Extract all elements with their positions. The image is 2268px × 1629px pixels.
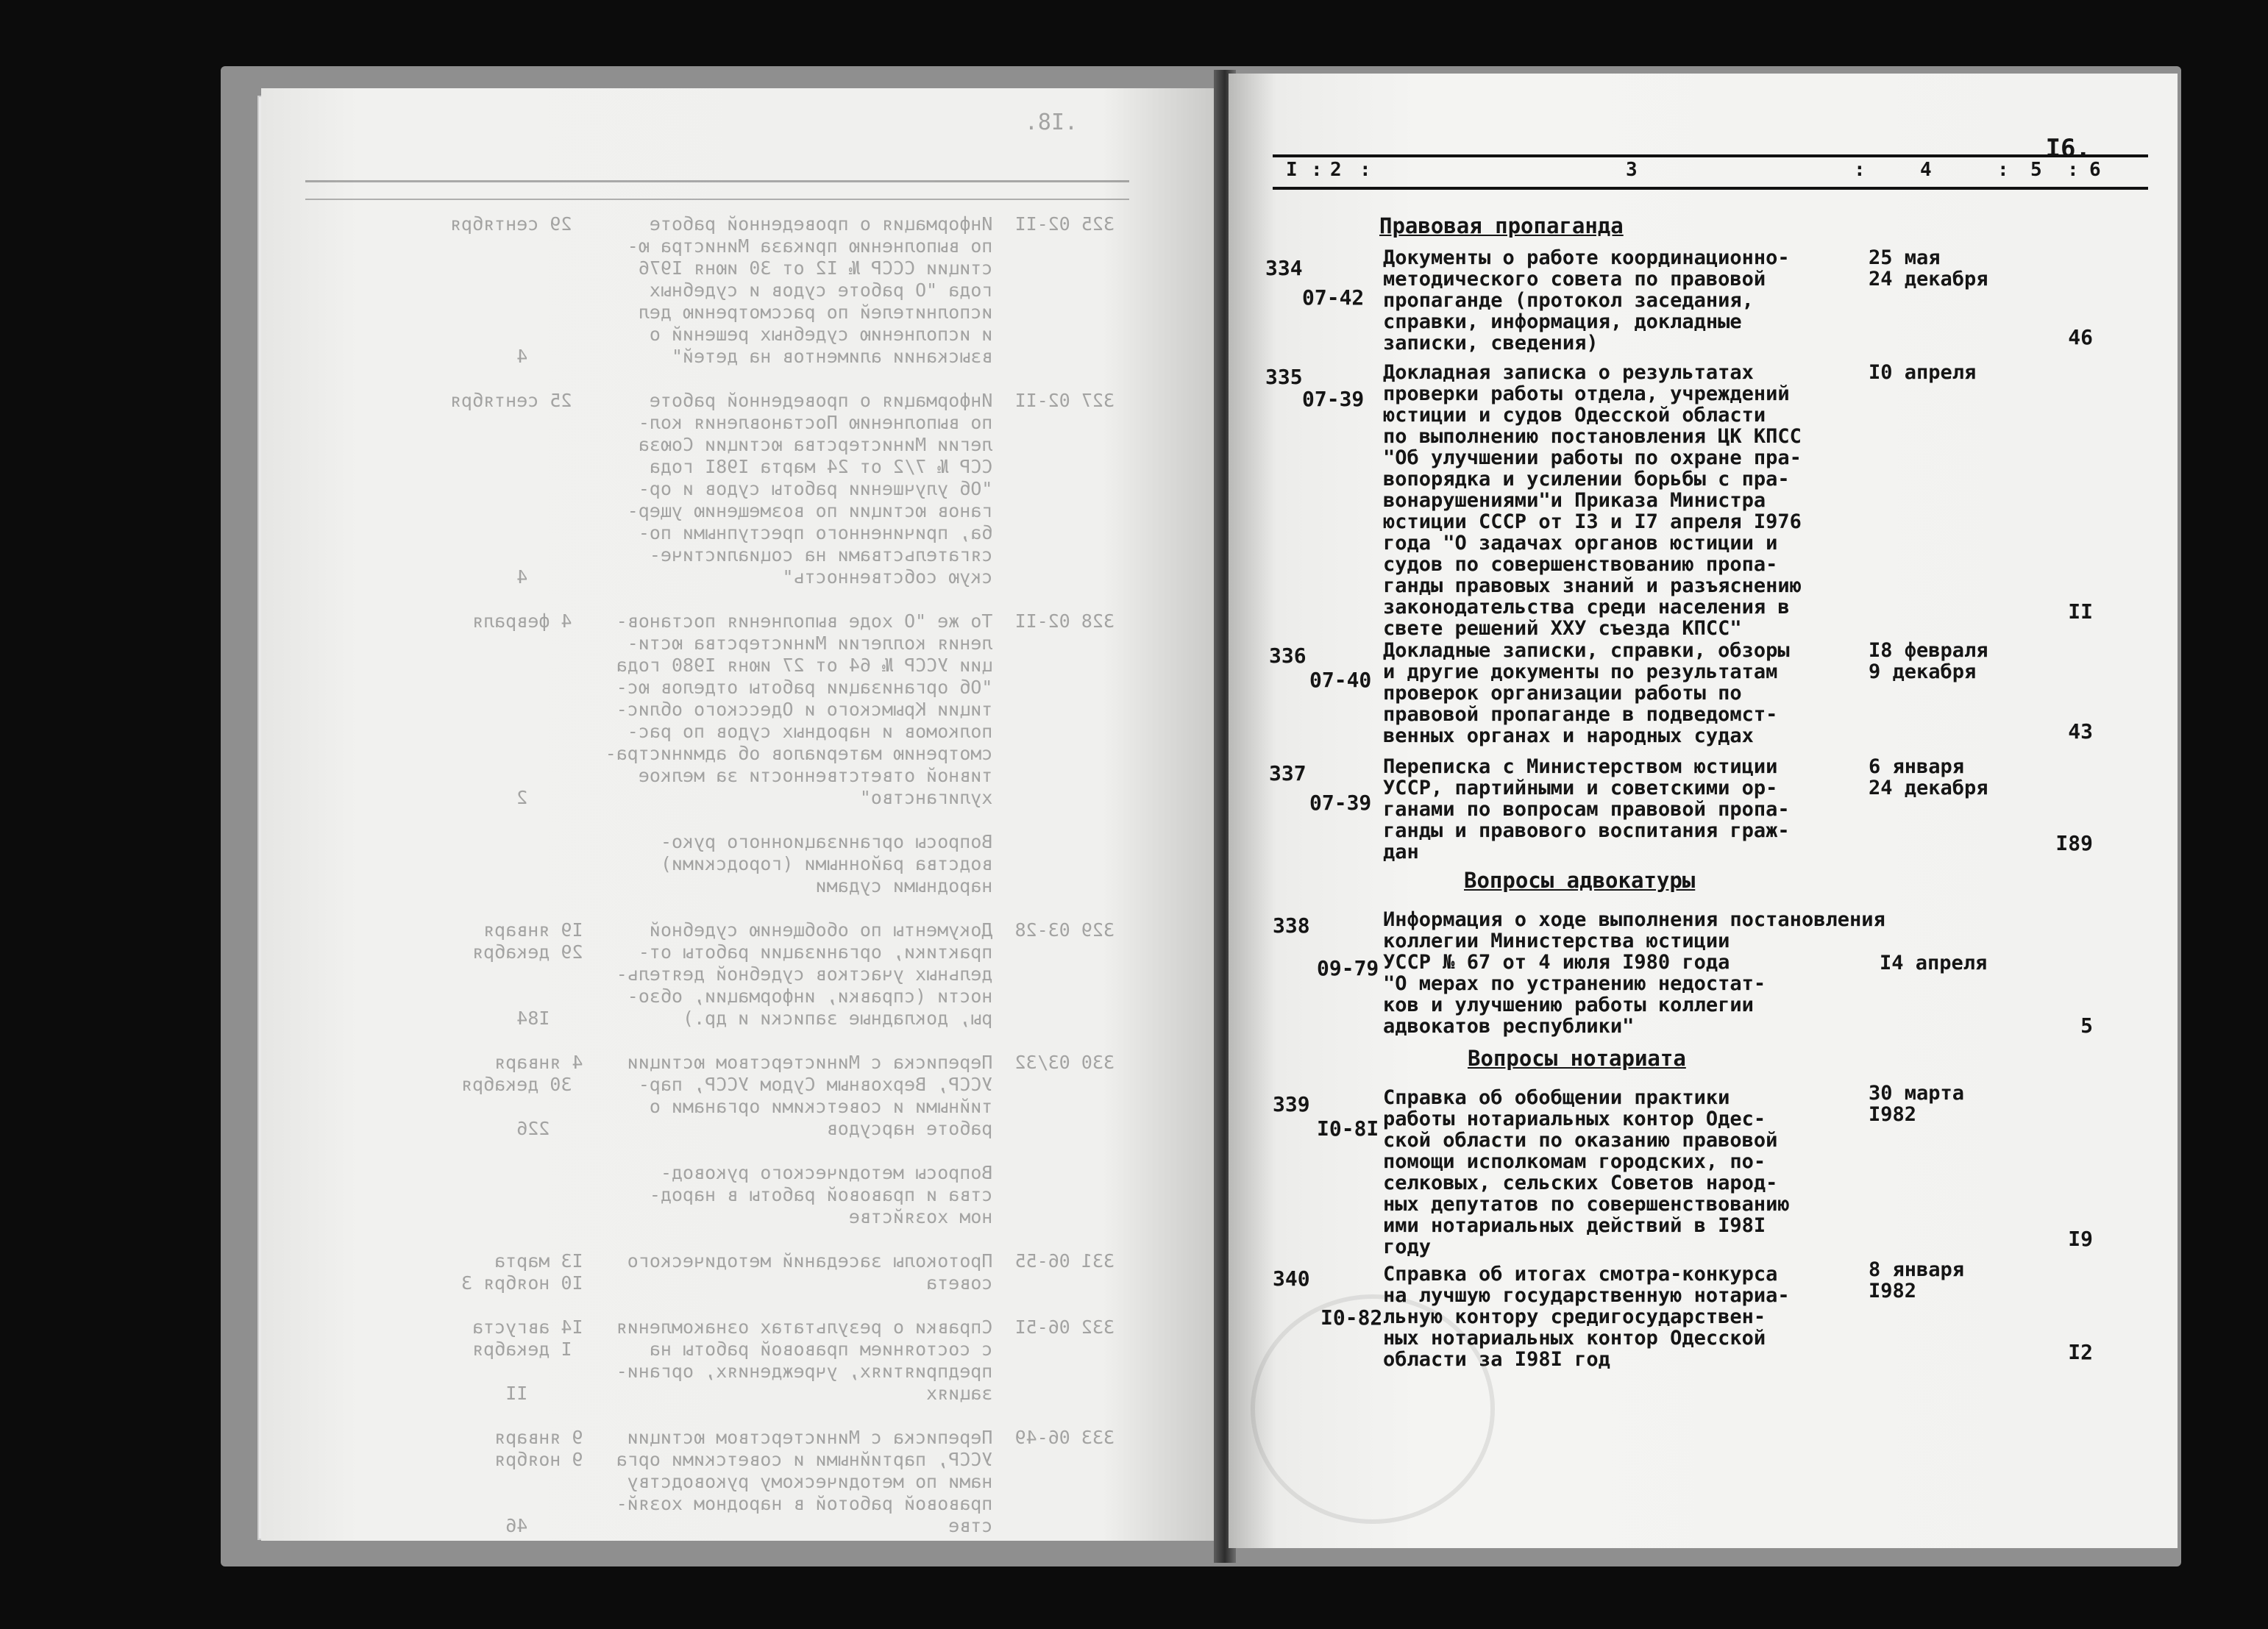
entry-code: 07-42	[1302, 285, 1365, 310]
entry-sheets: 46	[2068, 325, 2093, 349]
right-page	[1229, 74, 2178, 1548]
entry-description: Информация о ходе выполнения постановления коллегии Министерства юстиции УССР № 67 от 4 июля I980 года "О мерах по устранению недостат- ков и улучшению работы коллегии адвокатов республики"	[1383, 908, 1885, 1038]
entry-sheets: 5	[2080, 1013, 2093, 1038]
bleed-through-text	[261, 88, 1217, 1541]
header-col-6: 6	[2089, 159, 2102, 181]
section-title-legal-propaganda: Правовая пропаганда	[1379, 213, 1624, 238]
header-col-3: 3	[1626, 159, 1639, 181]
entry-dates: 6 января 24 декабря	[1869, 755, 1988, 799]
entry-code: 09-79	[1317, 956, 1379, 980]
entry-number: 335	[1265, 365, 1303, 389]
entry-code: 07-39	[1302, 387, 1365, 411]
entry-number: 336	[1269, 644, 1307, 668]
entry-code: 07-39	[1309, 791, 1372, 815]
entry-dates: 30 марта I982	[1869, 1082, 1965, 1126]
entry-code: 07-40	[1309, 668, 1372, 692]
entry-dates: 25 мая 24 декабря	[1869, 246, 1988, 290]
entry-sheets: I2	[2068, 1340, 2093, 1364]
bleed-header-rule-2	[305, 199, 1129, 200]
header-col-2: 2	[1330, 159, 1343, 181]
bleed-page-number: .I8.	[1024, 110, 1078, 135]
header-sep-1: :	[1311, 159, 1324, 181]
entry-description: Докладная записка о результатах проверки работы отдела, учреждений юстиции и судов Одесской области по выполнению постановления ЦК КПСС "Об улучшении работы по охране пра- вопорядка и усилении борьбы с пра- вонарушениями"и Приказа Министра юстиции СССР от I3 и I7 апреля I976 года "О задачах органов юстиции и судов по совершенствованию пропа- ганды правовых знаний и разъяснению законодательства среди населения в свете решений XXУ съезда КПСС"	[1383, 361, 1802, 640]
header-col-5: 5	[2030, 159, 2044, 181]
entry-code: I0-8I	[1317, 1116, 1379, 1141]
entry-description: Докладные записки, справки, обзоры и другие документы по результатам проверок организации работы по правовой пропаганде в подведомст- венных органах и народных судах	[1383, 639, 1790, 747]
entry-sheets: I89	[2055, 831, 2093, 855]
entry-sheets: II	[2068, 599, 2093, 624]
header-sep-2: :	[1359, 159, 1373, 181]
section-title-notary: Вопросы нотариата	[1468, 1046, 1686, 1071]
entry-description: Переписка с Министерством юстиции УССР, партийными и советскими ор- ганами по вопросам правовой пропа- ганды и правового воспитания граж- дан	[1383, 755, 1790, 863]
header-col-1: I	[1286, 159, 1299, 181]
entry-sheets: 43	[2068, 719, 2093, 744]
bleed-header-rule	[305, 180, 1129, 182]
bleed-body: 325 02-II Информация о проведенной работе 29 сентября по выполнению приказа Министра ю- стиции СССР № I2 от 30 июня I976 года "О работе судов и судебных исполнителей по рассмотрению дел и исполнению судебных решений о взыскании алиментов на детей" 4 327 02-II Информация о проведенной работе 25 сентября по выполнению Постановления кол- легии Министерства юстиции Союза ССР № 7/2 от 24 марта I98I года "Об улучшении работы судов и ор- ганов юстиции по возмещению ущер- ба, причиненного преступными по- сягательствами на социалистиче- скую собственность" 4 328 02-II То же "О ходе выполнения постанов- 4 февраля ления коллегии Министерства юсти- ции УССР № 64 от 27 июня I980 года "Об организации работы отделов юс- тиции Крымского и Одесского облис- полкомов и народных судов по рас- смотрению материалов об администра- тивной ответственности за мелкое хулиганство" 2 Вопросы организационного руко- водства районными (городскими) народными судами 329 03-28 Документы по обобщению судебной I9 января практики, организации работы от- 29 декабря дельных участков судебной деятель- ности (справки, информации, обзо- ры, докладные записки и др.) I84 330 03/32 Переписка с Министерством юстиции 4 января УССР, Верховным Судом УССР, пар- 30 декабря тийными и советскими органами о работе нарсудов 226 Вопросы методического руковод- ства и правовой работы в народ- ном хозяйстве 331 06-55 Протоколы заседаний методического I3 марта совета I0 ноября 3 332 06-5I Справки о результатах ознакомления I4 августа с состоянием правовой работы на I декабря предприятиях, учреждениях, органи- зациях II 333 06-49 Переписка с Министерством юстиции 9 января УССР, партийными и советскими орга 9 ноября нами по методическому руководству правовой работой в народном хозяй- стве 46	[449, 213, 1115, 1536]
entry-number: 338	[1273, 913, 1310, 938]
entry-dates: I4 апреля	[1880, 952, 1988, 974]
header-sep-4: :	[1997, 159, 2011, 181]
entry-sheets: I9	[2068, 1227, 2093, 1251]
entry-code: I0-82	[1320, 1305, 1383, 1330]
header-col-4: 4	[1920, 159, 1933, 181]
section-title-advocacy: Вопросы адвокатуры	[1464, 868, 1696, 893]
header-sep-5: :	[2067, 159, 2080, 181]
left-page	[261, 88, 1217, 1541]
entry-dates: 8 января I982	[1869, 1258, 1965, 1302]
entry-number: 334	[1265, 256, 1303, 280]
entry-description: Справка об итогах смотра-конкурса на лучшую государственную нотариа- льную контору средигосударствен- ных нотариальных контор Одесской области за I98I год	[1383, 1263, 1790, 1371]
entry-dates: I0 апреля	[1869, 361, 1977, 384]
entry-description: Документы о работе координационно- методического совета по правовой пропаганде (протокол заседания, справки, информация, докладные записки, сведения)	[1383, 246, 1790, 354]
entry-number: 340	[1273, 1266, 1310, 1291]
header-sep-3: :	[1854, 159, 1867, 181]
page-number: I6.	[2045, 134, 2091, 163]
entry-number: 339	[1273, 1092, 1310, 1116]
column-header-row	[1273, 154, 2148, 190]
entry-dates: I8 февраля 9 декабря	[1869, 639, 1988, 683]
entry-description: Справка об обобщении практики работы нотариальных контор Одес- ской области по оказанию правовой помощи исполкомам городских, по- селковых, сельских Советов народ- ных депутатов по совершенствованию ими нотариальных действий в I98I году	[1383, 1086, 1790, 1258]
entry-number: 337	[1269, 761, 1307, 785]
